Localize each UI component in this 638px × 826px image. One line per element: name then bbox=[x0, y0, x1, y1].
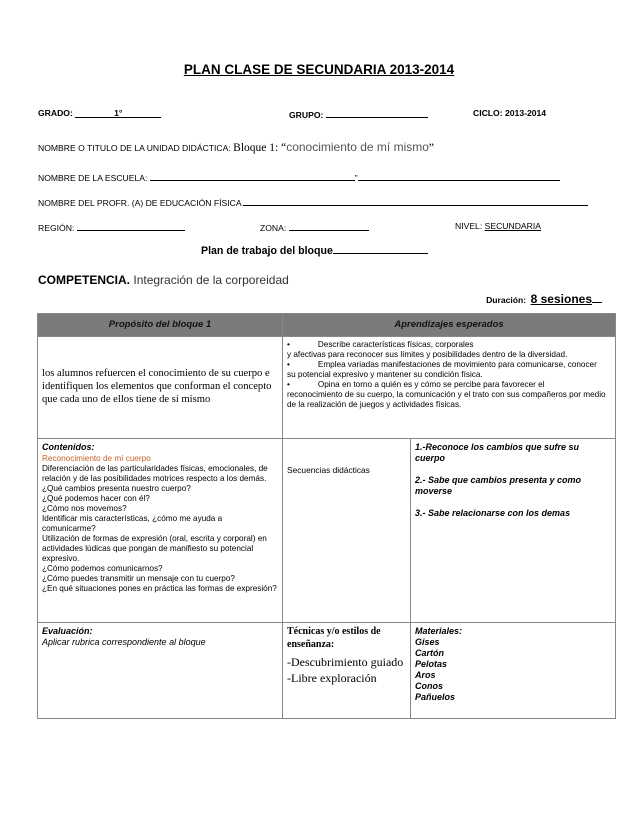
profr-blank-line bbox=[243, 196, 588, 206]
aprendizajes-cell bbox=[283, 337, 616, 439]
material-item: Pelotas bbox=[415, 659, 448, 669]
aprendizaje-rest: reconocimiento de su cuerpo, la comunicación y el trato con sus compañeros por medio de la realización de juegos y actividades físicas. bbox=[287, 390, 606, 409]
unidad-label: NOMBRE O TITULO DE LA UNIDAD DIDÁCTICA: bbox=[38, 143, 231, 153]
profr-label: NOMBRE DEL PROFR. (A) DE EDUCACIÓN FÍSICA bbox=[38, 198, 242, 208]
competencia-value: Integración de la corporeidad bbox=[133, 273, 289, 287]
secuencias-cell bbox=[283, 439, 411, 623]
grado-row bbox=[38, 108, 161, 118]
materiales-label: Materiales: bbox=[415, 626, 463, 636]
tecnicas-cell bbox=[283, 623, 411, 719]
ciclo-text: CICLO: 2013-2014 bbox=[473, 108, 547, 118]
bullet-mark: • bbox=[287, 380, 290, 389]
escuela-mark: ” bbox=[354, 173, 358, 183]
contenido-item: Identificar mis características, ¿cómo me ayuda a comunicarme? bbox=[42, 514, 223, 533]
unidad-value: conocimiento de mí mismo bbox=[286, 140, 429, 154]
secuencias-label: Secuencias didácticas bbox=[287, 465, 370, 475]
grupo-blank-line bbox=[326, 108, 428, 118]
logro-item: 3.- Sabe relacionarse con los demas bbox=[415, 508, 571, 518]
material-item: Aros bbox=[415, 670, 436, 680]
proposito-cell: los alumnos refuercen el conocimiento de su cuerpo e identifiquen los elementos que conforman el concepto que cada uno de ellos tiene de sí mismo bbox=[38, 337, 283, 439]
tecnica-item: -Libre exploración bbox=[287, 671, 377, 685]
bullet-mark: • bbox=[287, 340, 290, 349]
grupo-label: GRUPO: bbox=[289, 110, 324, 120]
aprendizaje-item bbox=[287, 360, 611, 380]
aprendizaje-item bbox=[287, 380, 611, 410]
material-item: Pañuelos bbox=[415, 692, 456, 702]
competencia-row bbox=[38, 273, 289, 287]
contenidos-row bbox=[38, 439, 616, 623]
logro-item: 1.-Reconoce los cambios que sufre su cuerpo bbox=[415, 442, 580, 463]
region-blank-line bbox=[77, 221, 185, 231]
material-item: Cartón bbox=[415, 648, 444, 658]
competencia-label: COMPETENCIA. bbox=[38, 273, 131, 287]
contenido-item: ¿Cómo podemos comunicarnos? bbox=[42, 564, 163, 573]
escuela-label: NOMBRE DE LA ESCUELA: bbox=[38, 173, 148, 183]
header-proposito: Propósito del bloque 1 bbox=[38, 314, 283, 337]
tecnicas-label: Técnicas y/o estilos de enseñanza: bbox=[287, 626, 381, 650]
contenidos-label: Contenidos: bbox=[42, 442, 95, 452]
table-header-row bbox=[38, 314, 616, 337]
proposito-row bbox=[38, 337, 616, 439]
grupo-row bbox=[289, 108, 428, 120]
unidad-close: ” bbox=[428, 142, 435, 154]
aprendizaje-first: Describe características físicas, corporales bbox=[317, 340, 474, 349]
aprendizaje-item bbox=[287, 340, 611, 360]
evaluacion-text: Aplicar rubrica correspondiente al bloque bbox=[42, 637, 206, 647]
contenido-item: Utilización de formas de expresión (oral, escrita y corporal) en actividades lúdicas que pongan de manifiesto su potencial expresivo. bbox=[42, 534, 267, 563]
zona-row bbox=[260, 221, 369, 233]
aprendizaje-rest: su potencial expresivo y mantener su condición física. bbox=[287, 370, 483, 379]
logros-cell bbox=[411, 439, 616, 623]
zona-label: ZONA: bbox=[260, 223, 287, 233]
contenido-item: Diferenciación de las particularidades físicas, emocionales, de relación y de las posibilidades motrices respecto a los demás. bbox=[42, 464, 268, 483]
escuela-row bbox=[38, 171, 560, 183]
duracion-blank-line bbox=[592, 291, 602, 303]
unidad-row bbox=[38, 140, 434, 154]
nivel-value: SECUNDARIA bbox=[484, 221, 541, 231]
region-row bbox=[38, 221, 185, 233]
grado-value-line bbox=[75, 108, 161, 118]
profr-row bbox=[38, 196, 588, 208]
contenido-item: ¿En qué situaciones pones en práctica las formas de expresión? bbox=[42, 584, 277, 593]
material-item: Conos bbox=[415, 681, 443, 691]
evaluacion-label: Evaluación: bbox=[42, 626, 93, 636]
unidad-bloque: Bloque 1: “ bbox=[233, 142, 287, 154]
escuela-blank-line-2 bbox=[358, 171, 560, 181]
aprendizaje-first: Emplea variadas manifestaciones de movimiento para comunicarse, conocer bbox=[317, 360, 597, 369]
zona-blank-line bbox=[289, 221, 369, 231]
contenidos-cell bbox=[38, 439, 283, 623]
plan-title-blank-line bbox=[333, 242, 428, 254]
evaluacion-row bbox=[38, 623, 616, 719]
tecnica-item: -Descubrimiento guiado bbox=[287, 655, 404, 669]
region-label: REGIÓN: bbox=[38, 223, 75, 233]
aprendizaje-rest: y afectivas para reconocer sus límites y posibilidades dentro de la diversidad. bbox=[287, 350, 568, 359]
duracion-value: 8 sesiones bbox=[530, 292, 592, 306]
material-item: Gises bbox=[415, 637, 440, 647]
bullet-mark: • bbox=[287, 360, 290, 369]
contenidos-subtitle: Reconocimiento de mí cuerpo bbox=[42, 454, 151, 463]
plan-title: Plan de trabajo del bloque bbox=[201, 245, 333, 257]
page-title: PLAN CLASE DE SECUNDARIA 2013-2014 bbox=[183, 62, 455, 77]
contenido-item: ¿Qué cambios presenta nuestro cuerpo? bbox=[42, 484, 191, 493]
duracion-label: Duración: bbox=[486, 295, 527, 305]
plan-table bbox=[37, 313, 616, 719]
grado-value: 1° bbox=[114, 108, 123, 118]
plan-title-row bbox=[201, 242, 428, 257]
nivel-row bbox=[455, 221, 541, 231]
materiales-cell bbox=[411, 623, 616, 719]
aprendizaje-first: Opina en torno a quién es y cómo se percibe para favorecer el bbox=[317, 380, 545, 389]
header-aprendizajes: Aprendizajes esperados bbox=[283, 314, 616, 337]
contenidos-list bbox=[42, 464, 278, 594]
duracion-row bbox=[486, 290, 602, 308]
grado-label: GRADO: bbox=[38, 108, 73, 118]
evaluacion-cell bbox=[38, 623, 283, 719]
nivel-label: NIVEL: bbox=[455, 221, 483, 231]
escuela-blank-line-1 bbox=[150, 171, 355, 181]
contenido-item: ¿Qué podemos hacer con él? bbox=[42, 494, 150, 503]
contenido-item: ¿Cómo nos movemos? bbox=[42, 504, 127, 513]
contenido-item: ¿Cómo puedes transmitir un mensaje con tu cuerpo? bbox=[42, 574, 235, 583]
logro-item: 2.- Sabe que cambios presenta y como moverse bbox=[415, 475, 582, 496]
